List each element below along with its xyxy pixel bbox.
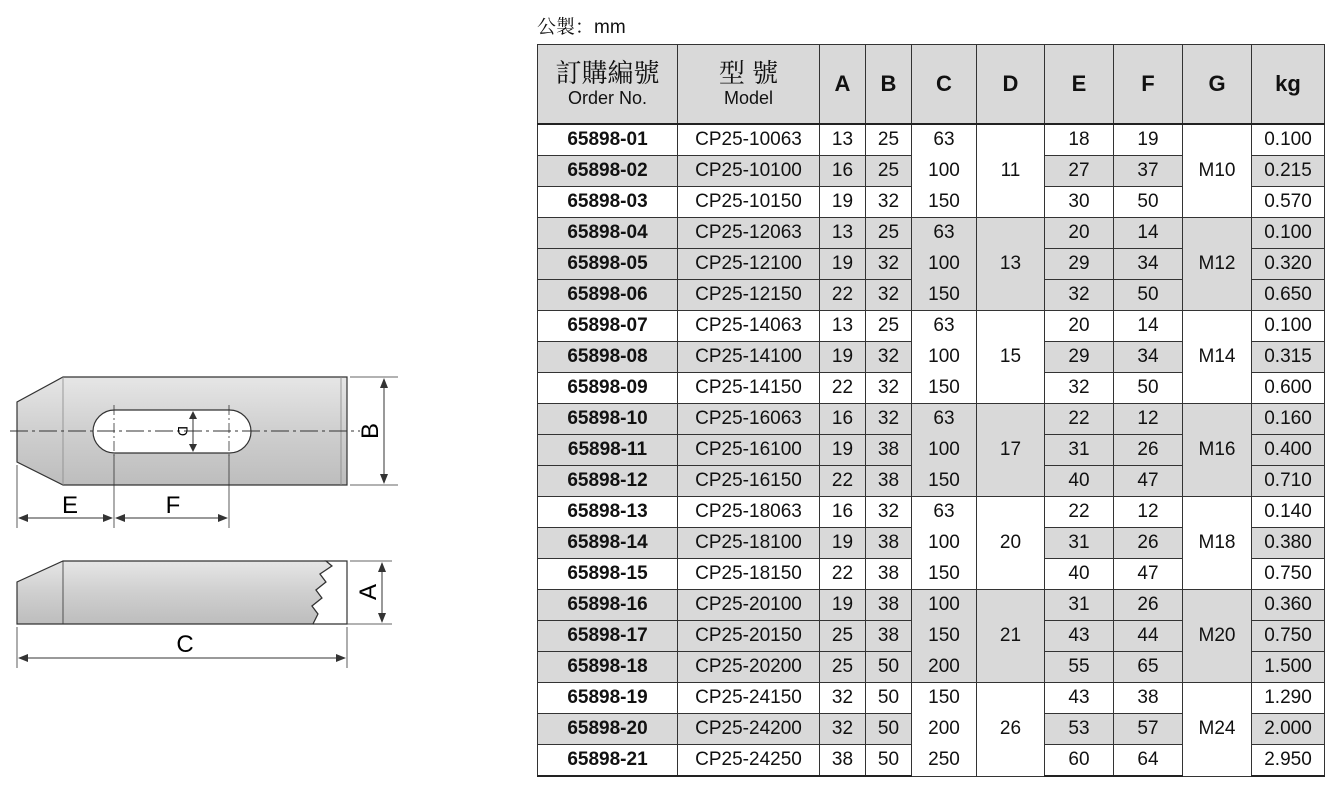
- cell-b: 25: [866, 311, 912, 342]
- cell-kg: 0.360: [1252, 590, 1325, 621]
- cell-g: M12: [1183, 218, 1252, 311]
- cell-b: 25: [866, 156, 912, 187]
- cell-order-no: 65898-20: [538, 714, 678, 745]
- cell-order-no: 65898-18: [538, 652, 678, 683]
- cell-e: 30: [1045, 187, 1114, 218]
- cell-a: 13: [820, 311, 866, 342]
- cell-c: 250: [912, 745, 977, 777]
- cell-kg: 1.290: [1252, 683, 1325, 714]
- dim-label-f: F: [165, 492, 181, 519]
- cell-order-no: 65898-13: [538, 497, 678, 528]
- cell-order-no: 65898-17: [538, 621, 678, 652]
- cell-kg: 0.100: [1252, 218, 1325, 249]
- cell-a: 19: [820, 435, 866, 466]
- cell-f: 19: [1114, 124, 1183, 156]
- table-header-row: [538, 45, 1325, 125]
- cell-c: 150: [912, 373, 977, 404]
- cell-e: 29: [1045, 342, 1114, 373]
- cell-order-no: 65898-01: [538, 124, 678, 156]
- header-d: D: [977, 45, 1045, 125]
- cell-e: 32: [1045, 280, 1114, 311]
- cell-model: CP25-16100: [678, 435, 820, 466]
- cell-a: 22: [820, 373, 866, 404]
- cell-c: 100: [912, 435, 977, 466]
- cell-model: CP25-24250: [678, 745, 820, 777]
- cell-e: 53: [1045, 714, 1114, 745]
- cell-order-no: 65898-19: [538, 683, 678, 714]
- cell-order-no: 65898-21: [538, 745, 678, 777]
- cell-e: 32: [1045, 373, 1114, 404]
- cell-kg: 0.215: [1252, 156, 1325, 187]
- cell-f: 47: [1114, 559, 1183, 590]
- cell-a: 19: [820, 187, 866, 218]
- unit-label: 公製：mm: [537, 17, 626, 38]
- header-f: F: [1114, 45, 1183, 125]
- cell-f: 50: [1114, 187, 1183, 218]
- table-row: [538, 683, 1325, 714]
- table-row: [538, 404, 1325, 435]
- cell-e: 55: [1045, 652, 1114, 683]
- cell-f: 34: [1114, 342, 1183, 373]
- cell-c: 63: [912, 311, 977, 342]
- cell-a: 22: [820, 280, 866, 311]
- cell-c: 150: [912, 621, 977, 652]
- cell-order-no: 65898-15: [538, 559, 678, 590]
- cell-e: 31: [1045, 435, 1114, 466]
- cell-kg: 0.160: [1252, 404, 1325, 435]
- cell-f: 34: [1114, 249, 1183, 280]
- cell-e: 18: [1045, 124, 1114, 156]
- header-order-no: [538, 45, 678, 125]
- cell-order-no: 65898-05: [538, 249, 678, 280]
- cell-e: 20: [1045, 218, 1114, 249]
- cell-kg: 1.500: [1252, 652, 1325, 683]
- cell-c: 100: [912, 249, 977, 280]
- cell-c: 150: [912, 280, 977, 311]
- header-b: B: [866, 45, 912, 125]
- cell-model: CP25-14150: [678, 373, 820, 404]
- cell-a: 32: [820, 683, 866, 714]
- cell-b: 38: [866, 621, 912, 652]
- cell-model: CP25-18063: [678, 497, 820, 528]
- cell-order-no: 65898-02: [538, 156, 678, 187]
- cell-d: 11: [977, 124, 1045, 218]
- cell-e: 22: [1045, 404, 1114, 435]
- table-row: [538, 590, 1325, 621]
- spec-table: [537, 44, 1325, 777]
- cell-order-no: 65898-08: [538, 342, 678, 373]
- cell-f: 12: [1114, 497, 1183, 528]
- cell-c: 200: [912, 652, 977, 683]
- cell-model: CP25-10150: [678, 187, 820, 218]
- cell-e: 31: [1045, 590, 1114, 621]
- cell-a: 25: [820, 621, 866, 652]
- cell-a: 19: [820, 528, 866, 559]
- cell-b: 38: [866, 528, 912, 559]
- cell-b: 25: [866, 124, 912, 156]
- cell-d: 21: [977, 590, 1045, 683]
- cell-c: 63: [912, 218, 977, 249]
- cell-f: 57: [1114, 714, 1183, 745]
- header-model-zh: 型 號: [718, 58, 779, 88]
- cell-f: 14: [1114, 311, 1183, 342]
- cell-b: 50: [866, 652, 912, 683]
- cell-e: 40: [1045, 559, 1114, 590]
- cell-b: 32: [866, 342, 912, 373]
- header-order-en: Order No.: [567, 88, 648, 108]
- header-model: [678, 45, 820, 125]
- cell-d: 15: [977, 311, 1045, 404]
- header-c: C: [912, 45, 977, 125]
- cell-kg: 0.750: [1252, 559, 1325, 590]
- cell-a: 13: [820, 124, 866, 156]
- cell-kg: 0.320: [1252, 249, 1325, 280]
- cell-f: 12: [1114, 404, 1183, 435]
- cell-f: 44: [1114, 621, 1183, 652]
- cell-b: 25: [866, 218, 912, 249]
- cell-e: 31: [1045, 528, 1114, 559]
- cell-f: 26: [1114, 590, 1183, 621]
- header-order-zh: 訂購編號: [555, 58, 660, 88]
- cell-c: 100: [912, 342, 977, 373]
- cell-model: CP25-14100: [678, 342, 820, 373]
- cell-model: CP25-16150: [678, 466, 820, 497]
- cell-a: 16: [820, 497, 866, 528]
- cell-b: 50: [866, 683, 912, 714]
- cell-a: 19: [820, 342, 866, 373]
- cell-e: 29: [1045, 249, 1114, 280]
- dim-label-d: D: [175, 425, 191, 437]
- cell-kg: 0.100: [1252, 124, 1325, 156]
- cell-kg: 2.950: [1252, 745, 1325, 777]
- cell-f: 26: [1114, 528, 1183, 559]
- cell-e: 43: [1045, 621, 1114, 652]
- cell-model: CP25-12150: [678, 280, 820, 311]
- cell-kg: 2.000: [1252, 714, 1325, 745]
- cell-a: 25: [820, 652, 866, 683]
- cell-e: 43: [1045, 683, 1114, 714]
- cell-b: 50: [866, 714, 912, 745]
- cell-c: 150: [912, 559, 977, 590]
- cell-a: 16: [820, 156, 866, 187]
- cell-b: 32: [866, 373, 912, 404]
- cell-d: 20: [977, 497, 1045, 590]
- cell-c: 63: [912, 124, 977, 156]
- cell-g: M14: [1183, 311, 1252, 404]
- cell-model: CP25-18100: [678, 528, 820, 559]
- cell-b: 50: [866, 745, 912, 777]
- cell-kg: 0.100: [1252, 311, 1325, 342]
- cell-order-no: 65898-04: [538, 218, 678, 249]
- cell-order-no: 65898-14: [538, 528, 678, 559]
- cell-f: 26: [1114, 435, 1183, 466]
- cell-order-no: 65898-12: [538, 466, 678, 497]
- cell-order-no: 65898-10: [538, 404, 678, 435]
- side-view: [17, 561, 392, 668]
- cell-model: CP25-16063: [678, 404, 820, 435]
- dim-label-b: B: [357, 422, 384, 440]
- cell-a: 22: [820, 559, 866, 590]
- cell-c: 63: [912, 404, 977, 435]
- cell-kg: 0.315: [1252, 342, 1325, 373]
- cell-a: 19: [820, 590, 866, 621]
- cell-kg: 0.380: [1252, 528, 1325, 559]
- cell-b: 32: [866, 497, 912, 528]
- cell-a: 19: [820, 249, 866, 280]
- table-row: [538, 218, 1325, 249]
- table-row: [538, 497, 1325, 528]
- cell-kg: 0.710: [1252, 466, 1325, 497]
- cell-f: 38: [1114, 683, 1183, 714]
- cell-c: 100: [912, 590, 977, 621]
- cell-a: 13: [820, 218, 866, 249]
- header-model-en: Model: [723, 88, 774, 108]
- cell-model: CP25-20200: [678, 652, 820, 683]
- cell-a: 16: [820, 404, 866, 435]
- cell-d: 13: [977, 218, 1045, 311]
- cell-f: 50: [1114, 280, 1183, 311]
- cell-model: CP25-12100: [678, 249, 820, 280]
- cell-c: 150: [912, 683, 977, 714]
- cell-e: 27: [1045, 156, 1114, 187]
- cell-c: 200: [912, 714, 977, 745]
- cell-kg: 0.750: [1252, 621, 1325, 652]
- cell-b: 38: [866, 435, 912, 466]
- cell-model: CP25-20100: [678, 590, 820, 621]
- clamp-technical-drawing: [0, 0, 520, 801]
- cell-model: CP25-10100: [678, 156, 820, 187]
- cell-order-no: 65898-07: [538, 311, 678, 342]
- cell-e: 40: [1045, 466, 1114, 497]
- cell-b: 38: [866, 466, 912, 497]
- cell-model: CP25-14063: [678, 311, 820, 342]
- dim-label-a: A: [355, 583, 382, 601]
- top-view: [10, 377, 398, 528]
- cell-d: 17: [977, 404, 1045, 497]
- cell-g: M16: [1183, 404, 1252, 497]
- cell-f: 47: [1114, 466, 1183, 497]
- cell-a: 22: [820, 466, 866, 497]
- cell-e: 60: [1045, 745, 1114, 777]
- cell-b: 38: [866, 590, 912, 621]
- cell-c: 100: [912, 528, 977, 559]
- cell-model: CP25-12063: [678, 218, 820, 249]
- cell-model: CP25-24150: [678, 683, 820, 714]
- cell-order-no: 65898-16: [538, 590, 678, 621]
- cell-g: M24: [1183, 683, 1252, 777]
- cell-b: 32: [866, 187, 912, 218]
- cell-b: 32: [866, 404, 912, 435]
- dim-label-e: E: [61, 492, 79, 519]
- cell-b: 32: [866, 249, 912, 280]
- cell-order-no: 65898-11: [538, 435, 678, 466]
- cell-g: M18: [1183, 497, 1252, 590]
- cell-e: 20: [1045, 311, 1114, 342]
- table-row: [538, 311, 1325, 342]
- cell-order-no: 65898-09: [538, 373, 678, 404]
- cell-f: 50: [1114, 373, 1183, 404]
- cell-kg: 0.570: [1252, 187, 1325, 218]
- cell-d: 26: [977, 683, 1045, 777]
- cell-kg: 0.140: [1252, 497, 1325, 528]
- cell-a: 32: [820, 714, 866, 745]
- spec-table-body: [538, 124, 1325, 776]
- cell-a: 38: [820, 745, 866, 777]
- header-kg: kg: [1252, 45, 1325, 125]
- cell-g: M20: [1183, 590, 1252, 683]
- cell-b: 32: [866, 280, 912, 311]
- cell-c: 63: [912, 497, 977, 528]
- header-a: A: [820, 45, 866, 125]
- header-g: G: [1183, 45, 1252, 125]
- cell-model: CP25-18150: [678, 559, 820, 590]
- cell-order-no: 65898-03: [538, 187, 678, 218]
- cell-f: 64: [1114, 745, 1183, 777]
- cell-kg: 0.400: [1252, 435, 1325, 466]
- cell-model: CP25-20150: [678, 621, 820, 652]
- cell-f: 37: [1114, 156, 1183, 187]
- cell-kg: 0.600: [1252, 373, 1325, 404]
- table-row: [538, 124, 1325, 156]
- cell-e: 22: [1045, 497, 1114, 528]
- cell-c: 150: [912, 187, 977, 218]
- header-e: E: [1045, 45, 1114, 125]
- dim-label-c: C: [176, 631, 194, 658]
- cell-b: 38: [866, 559, 912, 590]
- cell-kg: 0.650: [1252, 280, 1325, 311]
- cell-f: 14: [1114, 218, 1183, 249]
- cell-f: 65: [1114, 652, 1183, 683]
- cell-c: 100: [912, 156, 977, 187]
- cell-c: 150: [912, 466, 977, 497]
- cell-model: CP25-10063: [678, 124, 820, 156]
- cell-order-no: 65898-06: [538, 280, 678, 311]
- cell-g: M10: [1183, 124, 1252, 218]
- cell-model: CP25-24200: [678, 714, 820, 745]
